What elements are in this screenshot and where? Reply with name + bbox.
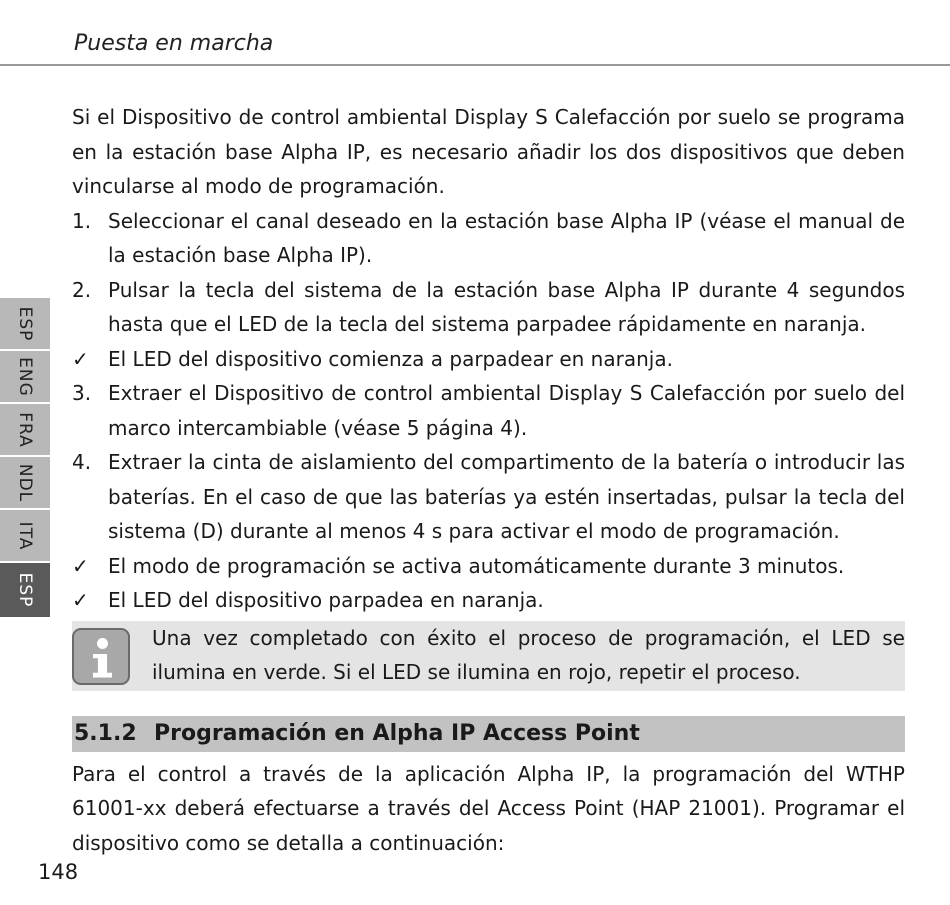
step-text: El LED del dispositivo comienza a parpadear en naranja. (108, 346, 673, 371)
list-item (72, 445, 905, 549)
step-text: El modo de programación se activa automáticamente durante 3 minutos. (108, 553, 845, 578)
section-heading (72, 716, 905, 752)
step-text: Extraer el Dispositivo de control ambiental Display S Calefacción por suelo del marco intercambiable (véase 5 página 4). (108, 381, 905, 440)
step-number: 3. (72, 381, 92, 405)
intro-paragraph: Si el Dispositivo de control ambiental Display S Calefacción por suelo se programa en la estación base Alpha IP, es necesario añadir los dos dispositivos que deben vincularse al modo de programación. (72, 105, 905, 198)
header-divider (0, 64, 950, 66)
checkmark-icon: ✓ (72, 553, 89, 578)
section-paragraph: Para el control a través de la aplicación Alpha IP, la programación del WTHP 61001-xx deberá efectuarse a través del Access Point (HAP 21001). Programar el dispositivo como se detalla a continuación: (72, 761, 905, 855)
lang-tab-esp[interactable]: ESP (0, 298, 50, 349)
note-text: Una vez completado con éxito el proceso de programación, el LED se ilumina en verde. Si el LED se ilumina en rojo, repetir el proceso. (152, 625, 905, 684)
step-number: 1. (72, 208, 92, 233)
checkmark-icon: ✓ (72, 588, 89, 612)
info-icon (72, 628, 130, 685)
list-item (72, 342, 905, 377)
section-title: Programación en Alpha IP Access Point (154, 720, 640, 746)
step-text: El LED del dispositivo parpadea en naranja. (108, 588, 544, 612)
lang-tab-eng[interactable]: ENG (0, 351, 50, 402)
list-item (72, 273, 905, 342)
list-item (72, 583, 905, 618)
list-item (72, 549, 905, 584)
step-text: Seleccionar el canal deseado en la estación base Alpha IP (véase el manual de la estación base Alpha IP). (108, 208, 905, 267)
lang-tab-ita[interactable]: ITA (0, 510, 50, 561)
section-number: 5.1.2 (74, 720, 137, 746)
lang-tab-esp-active[interactable]: ESP (0, 563, 50, 617)
step-text: Extraer la cinta de aislamiento del compartimento de la batería o introducir las baterías. En el caso de que las baterías ya estén insertadas, pulsar la tecla del sistema (D) durante al menos 4 s para activar el modo de programación. (108, 450, 905, 543)
page-number: 148 (38, 860, 79, 884)
procedure-steps (72, 204, 905, 618)
lang-tab-fra[interactable]: FRA (0, 404, 50, 455)
info-note (72, 621, 905, 691)
checkmark-icon: ✓ (72, 346, 89, 371)
language-sidebar (0, 298, 50, 619)
main-content (72, 100, 905, 860)
lang-tab-ndl[interactable]: NDL (0, 457, 50, 508)
list-item (72, 376, 905, 445)
list-item (72, 204, 905, 273)
step-text: Pulsar la tecla del sistema de la estación base Alpha IP durante 4 segundos hasta que el LED de la tecla del sistema parpadee rápidamente en naranja. (108, 277, 905, 336)
page-header-title: Puesta en marcha (74, 31, 274, 56)
step-number: 4. (72, 450, 92, 474)
step-number: 2. (72, 277, 92, 302)
